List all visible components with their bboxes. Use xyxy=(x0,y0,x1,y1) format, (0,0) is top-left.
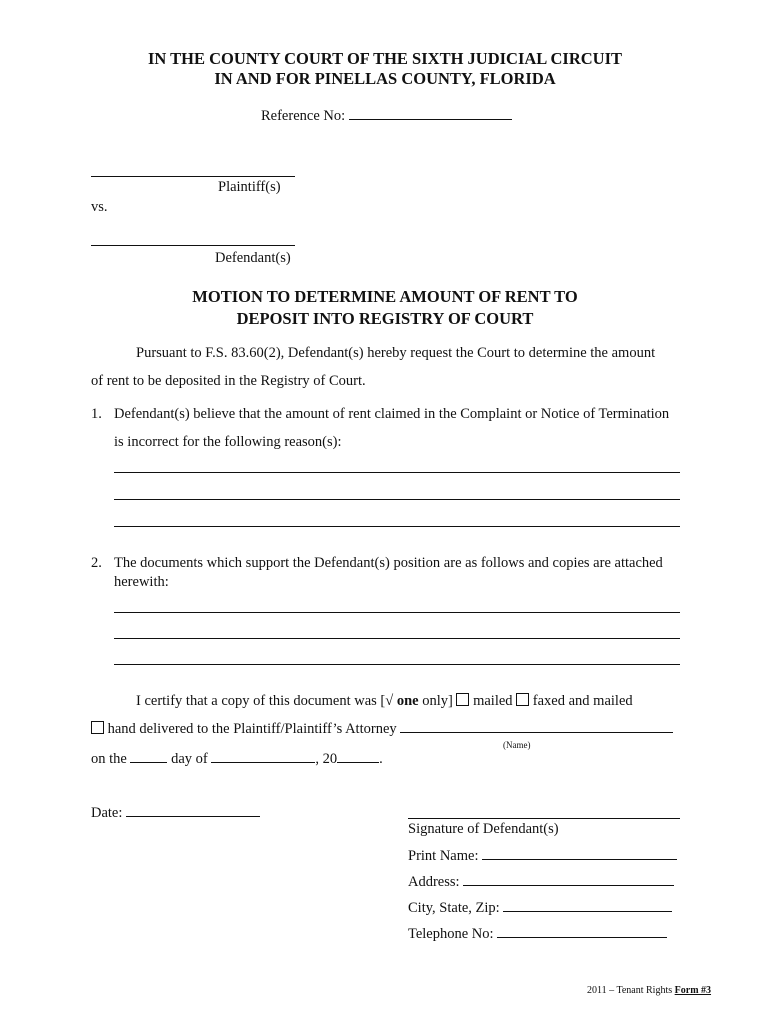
day-blank[interactable] xyxy=(130,750,167,763)
defendant-label: Defendant(s) xyxy=(215,250,291,266)
reason-line-1[interactable] xyxy=(114,472,680,473)
plaintiff-name-blank[interactable] xyxy=(91,176,295,177)
address-label: Address: xyxy=(408,874,460,890)
form-number: Form #3 xyxy=(674,985,712,996)
address-field xyxy=(408,873,674,891)
item2-line2: herewith: xyxy=(114,574,169,590)
year-blank[interactable] xyxy=(337,750,379,763)
item2-number: 2. xyxy=(91,555,102,571)
telephone-label: Telephone No: xyxy=(408,926,494,942)
check-mark-icon: √ xyxy=(385,693,394,709)
court-heading-line2: IN AND FOR PINELLAS COUNTY, FLORIDA xyxy=(214,69,556,88)
address-blank[interactable] xyxy=(463,873,674,886)
footer xyxy=(587,985,711,996)
reference-label: Reference No: xyxy=(261,108,346,124)
date-label: Date: xyxy=(91,805,123,821)
city-state-zip-label: City, State, Zip: xyxy=(408,900,500,916)
mailed-label: mailed xyxy=(473,693,513,709)
document-line-1[interactable] xyxy=(114,612,680,613)
motion-title-line2: DEPOSIT INTO REGISTRY OF COURT xyxy=(236,309,534,328)
year-prefix: , 20 xyxy=(315,751,338,767)
document-line-3[interactable] xyxy=(114,664,680,665)
certify-prefix: I certify that a copy of this document was [ xyxy=(136,693,386,709)
city-state-zip-field xyxy=(408,899,672,917)
only-suffix: only] xyxy=(422,693,453,709)
signature-blank[interactable] xyxy=(408,818,680,819)
faxed-checkbox[interactable] xyxy=(516,693,529,706)
intro-line1: Pursuant to F.S. 83.60(2), Defendant(s) hereby request the Court to determine the amount xyxy=(136,345,656,361)
defendant-name-blank[interactable] xyxy=(91,245,295,246)
month-blank[interactable] xyxy=(211,750,315,763)
date-blank[interactable] xyxy=(126,804,260,817)
mailed-checkbox[interactable] xyxy=(456,693,469,706)
telephone-field xyxy=(408,925,667,943)
hand-delivered-line xyxy=(91,720,673,738)
item1-line2: is incorrect for the following reason(s): xyxy=(114,434,342,450)
intro-line2: of rent to be deposited in the Registry of Court. xyxy=(91,373,366,389)
telephone-blank[interactable] xyxy=(497,925,667,938)
print-name-label: Print Name: xyxy=(408,848,479,864)
vs-label: vs. xyxy=(91,199,108,215)
signature-label: Signature of Defendant(s) xyxy=(408,821,559,837)
reference-number xyxy=(261,107,512,125)
period: . xyxy=(379,751,383,767)
on-the-label: on the xyxy=(91,751,127,767)
certify-line xyxy=(136,693,633,710)
one-word: one xyxy=(396,693,419,709)
city-state-zip-blank[interactable] xyxy=(503,899,672,912)
day-of-label: day of xyxy=(171,751,208,767)
document-line-2[interactable] xyxy=(114,638,680,639)
item1-line1: Defendant(s) believe that the amount of rent claimed in the Complaint or Notice of Termination xyxy=(114,406,670,422)
reason-line-2[interactable] xyxy=(114,499,680,500)
reference-number-blank[interactable] xyxy=(349,107,512,120)
item1-number: 1. xyxy=(91,406,102,422)
court-heading-line1: IN THE COUNTY COURT OF THE SIXTH JUDICIAL CIRCUIT xyxy=(147,49,623,68)
plaintiff-label: Plaintiff(s) xyxy=(218,179,281,195)
reason-line-3[interactable] xyxy=(114,526,680,527)
faxed-label: faxed and mailed xyxy=(532,693,633,709)
item2-line1: The documents which support the Defendant(s) position are as follows and copies are attached xyxy=(114,555,663,571)
motion-title-line1: MOTION TO DETERMINE AMOUNT OF RENT TO xyxy=(192,287,578,306)
print-name-field xyxy=(408,847,677,865)
footer-text: 2011 – Tenant Rights xyxy=(587,985,673,996)
name-caption: (Name) xyxy=(503,740,531,750)
attorney-name-blank[interactable] xyxy=(400,720,673,733)
print-name-blank[interactable] xyxy=(482,847,677,860)
hand-delivered-checkbox[interactable] xyxy=(91,721,104,734)
hand-delivered-label: hand delivered to the Plaintiff/Plaintiff’s Attorney xyxy=(107,721,397,737)
date-field xyxy=(91,804,260,822)
service-date-line xyxy=(91,750,383,768)
